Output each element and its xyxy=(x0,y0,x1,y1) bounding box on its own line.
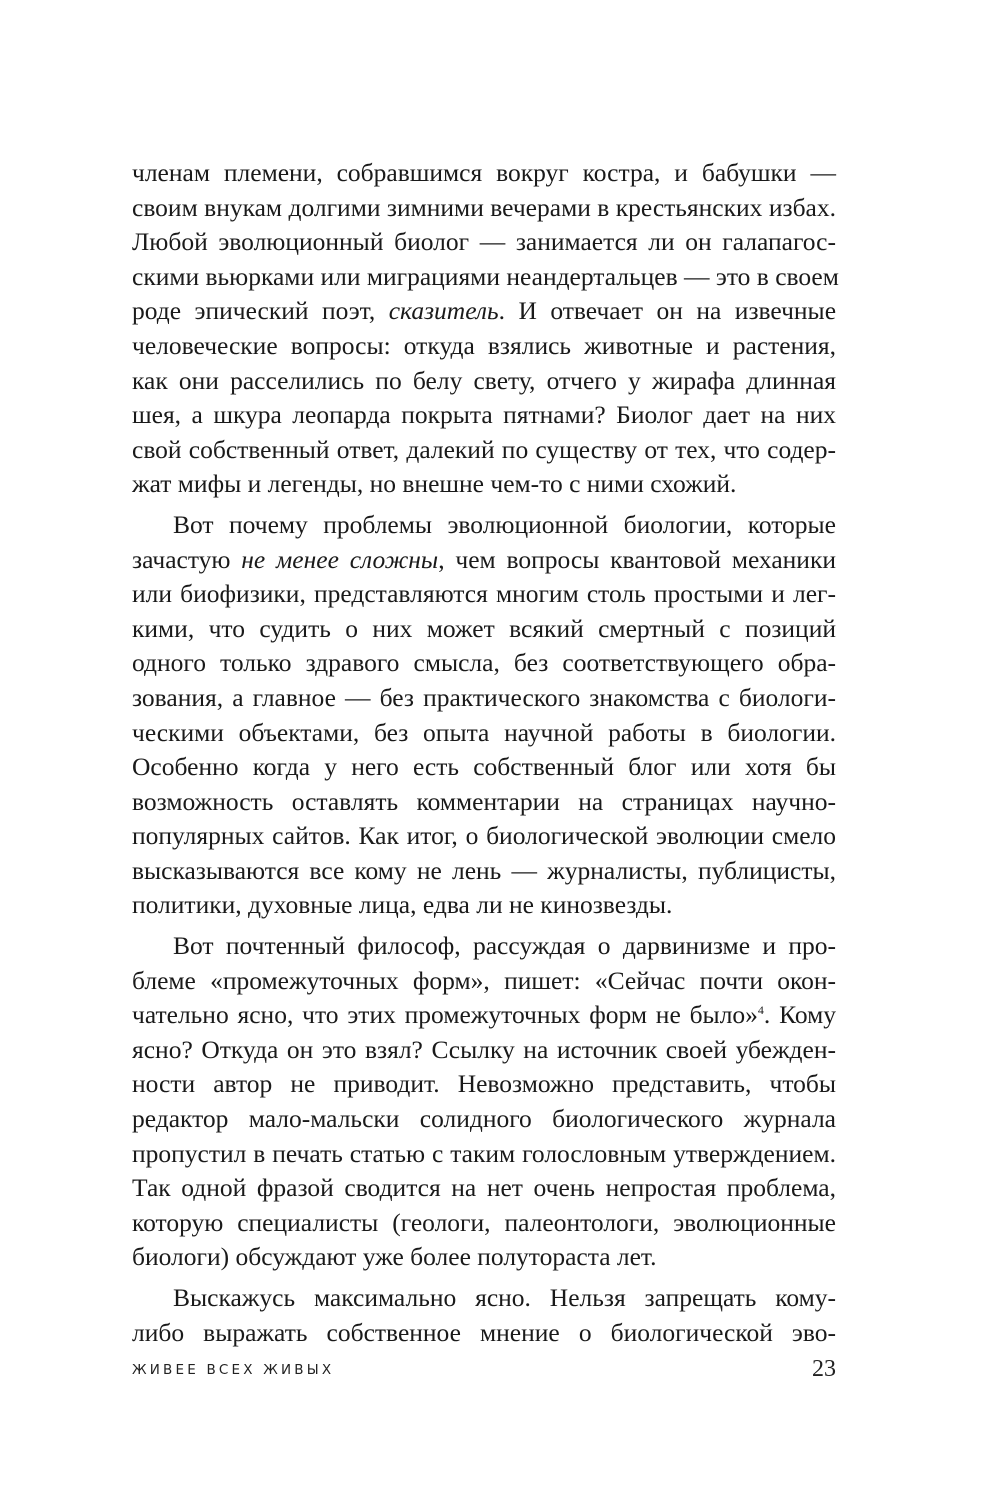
text-line: как они расселились по белу свету, отчего у жирафа длинная xyxy=(132,365,836,395)
paragraph xyxy=(132,508,836,923)
text-line: Вот почтенный философ, рассуждая о дарвинизме и про- xyxy=(173,931,836,961)
text-line: Особенно когда у него есть собственный блог или хотя бы xyxy=(132,752,836,782)
text-line: популярных сайтов. Как итог, о биологической эволюции смело xyxy=(132,821,836,851)
italic-emphasis: сказитель xyxy=(388,296,499,326)
text-line: шея, а шкура леопарда покрыта пятнами? Биолог дает на них xyxy=(132,400,836,430)
footnote-marker: 4 xyxy=(757,1003,764,1018)
text-line: высказываются все кому не лень — журналисты, публицисты, xyxy=(132,855,836,885)
text-line: ности автор не приводит. Невозможно представить, чтобы xyxy=(132,1069,836,1099)
text-line: возможность оставлять комментарии на страницах научно- xyxy=(132,786,836,816)
page-number: 23 xyxy=(812,1356,836,1382)
text-line: Любой эволюционный биолог — занимается ли он галапагос- xyxy=(132,227,836,257)
text-run: роде эпический поэт, xyxy=(132,296,389,326)
text-run: . И отвечает он на извечные xyxy=(498,296,837,326)
text-line: кими, что судить о них может всякий смертный с позиций xyxy=(132,613,836,643)
text-line: которую специалисты (геологи, палеонтологи, эволюционные xyxy=(132,1207,836,1237)
text-line: членам племени, собравшимся вокруг костра, и бабушки — xyxy=(132,158,836,187)
text-line xyxy=(132,998,836,1033)
text-run: зачастую xyxy=(132,544,242,574)
text-line: зования, а главное — без практического знакомства с биологи- xyxy=(132,682,836,712)
running-title: ЖИВЕЕ ВСЕХ ЖИВЫХ xyxy=(132,1362,335,1378)
text-line: жат мифы и легенды, но внешне чем-то с ними схожий. xyxy=(132,469,737,499)
paragraph xyxy=(132,1281,836,1350)
text-run: чательно ясно, что этих промежуточных форм не было» xyxy=(132,1000,758,1030)
text-line: одного только здравого смысла, без соответствующего обра- xyxy=(132,648,836,678)
text-run: , чем вопросы квантовой механики xyxy=(438,544,836,574)
text-line: редактор мало-мальски солидного биологического журнала xyxy=(132,1104,836,1134)
text-line xyxy=(132,543,836,578)
text-line: скими вьюрками или миграциями неандертальцев — это в своем xyxy=(132,261,839,291)
text-line: или биофизики, представляются многим столь простыми и лег- xyxy=(132,579,836,609)
text-line: ясно? Откуда он это взял? Ссылку на источник своей убежден- xyxy=(132,1034,836,1064)
text-run: . Кому xyxy=(763,1000,837,1030)
paragraph xyxy=(132,929,836,1275)
text-line xyxy=(132,294,836,329)
text-line: блеме «промежуточных форм», пишет: «Сейчас почти окон- xyxy=(132,965,836,995)
text-line: свой собственный ответ, далекий по существу от тех, что содер- xyxy=(132,434,836,464)
text-line: ческими объектами, без опыта научной работы в биологии. xyxy=(132,717,836,747)
text-line: человеческие вопросы: откуда взялись животные и растения, xyxy=(132,330,836,360)
text-line: пропустил в печать статью с таким голословным утверждением. xyxy=(132,1138,836,1168)
text-line: либо выражать собственное мнение о биологической эво- xyxy=(132,1317,836,1347)
italic-emphasis: не менее сложны xyxy=(241,544,439,574)
text-line: Так одной фразой сводится на нет очень непростая проблема, xyxy=(132,1173,836,1203)
text-line: Вот почему проблемы эволюционной биологии, которые xyxy=(173,509,836,539)
text-line: политики, духовные лица, едва ли не кинозвезды. xyxy=(132,890,673,920)
text-line: биологи) обсуждают уже более полутораста лет. xyxy=(132,1242,657,1272)
paragraph xyxy=(132,156,839,502)
page-footer xyxy=(132,1358,836,1388)
text-line: своим внукам долгими зимними вечерами в крестьянских избах. xyxy=(132,192,836,222)
text-line: Выскажусь максимально ясно. Нельзя запрещать кому- xyxy=(173,1283,836,1312)
body-text xyxy=(132,156,839,1350)
